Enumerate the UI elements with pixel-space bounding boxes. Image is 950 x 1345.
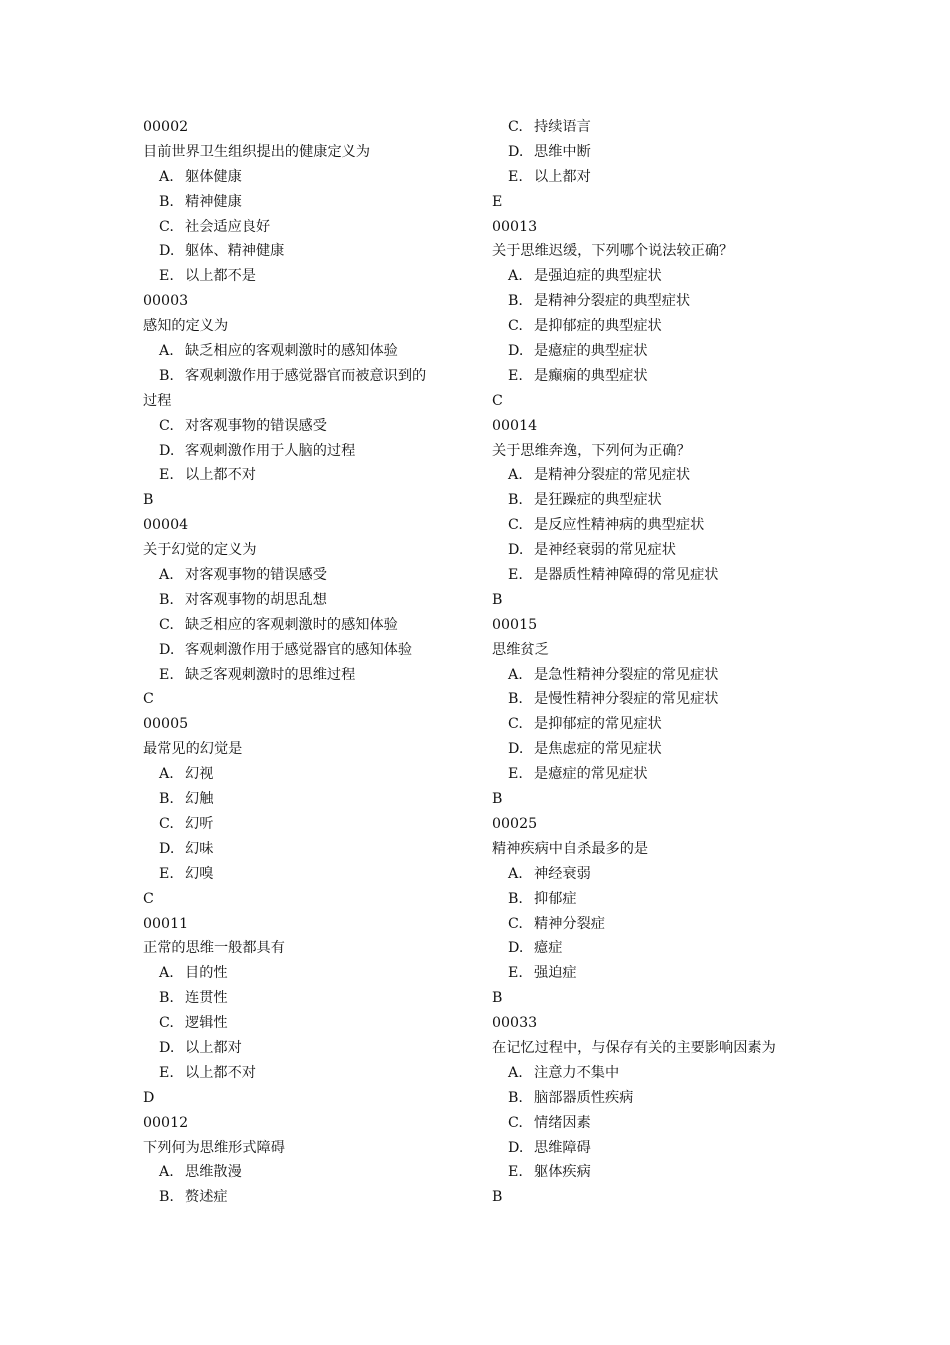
option-text: 连贯性 <box>185 990 228 1007</box>
option-letter: B. <box>159 367 174 384</box>
question-id: 00012 <box>143 1114 189 1131</box>
option-text: 是抑郁症的常见症状 <box>534 716 662 733</box>
option-line <box>143 215 473 240</box>
option-text: 赘述症 <box>185 1189 228 1206</box>
option-line <box>492 314 822 339</box>
option-letter: E. <box>508 567 523 584</box>
option-line <box>143 1011 473 1036</box>
question-stem: 目前世界卫生组织提出的健康定义为 <box>143 143 371 160</box>
answer-line: C <box>143 890 154 907</box>
option-letter: C. <box>508 915 523 932</box>
option-line <box>143 463 473 488</box>
option-letter: D. <box>159 1039 175 1056</box>
option-text: 是焦虑症的常见症状 <box>534 741 662 758</box>
option-letter: D. <box>508 940 524 957</box>
question-block <box>492 812 822 1011</box>
option-text: 精神健康 <box>185 193 242 210</box>
option-letter: E. <box>508 1164 523 1181</box>
option-letter: E. <box>159 1064 174 1081</box>
option-text: 强迫症 <box>534 965 577 982</box>
question-stem: 关于幻觉的定义为 <box>143 542 257 559</box>
option-text: 是器质性精神障碍的常见症状 <box>534 567 719 584</box>
option-letter: A. <box>159 168 174 185</box>
option-letter: D. <box>159 840 175 857</box>
question-id: 00011 <box>143 915 189 932</box>
option-line <box>143 364 473 389</box>
option-line <box>492 488 822 513</box>
option-text: 躯体健康 <box>185 168 242 185</box>
question-stem: 下列何为思维形式障碍 <box>143 1139 285 1156</box>
option-letter: B. <box>159 193 174 210</box>
option-letter: B. <box>159 591 174 608</box>
question-block <box>492 1011 822 1210</box>
option-text: 以上都不对 <box>185 1064 256 1081</box>
option-text: 思维中断 <box>534 143 591 160</box>
option-line <box>143 986 473 1011</box>
option-line <box>143 1185 473 1210</box>
option-line <box>143 563 473 588</box>
option-letter: A. <box>508 467 523 484</box>
option-line <box>143 787 473 812</box>
option-text: 躯体、精神健康 <box>185 243 285 260</box>
option-text: 思维障碍 <box>534 1139 591 1156</box>
option-text: 思维散漫 <box>185 1164 242 1181</box>
option-line <box>492 687 822 712</box>
option-letter: D. <box>508 343 524 360</box>
option-letter: D. <box>159 641 175 658</box>
option-text: 逻辑性 <box>185 1015 228 1032</box>
option-letter: D. <box>508 143 524 160</box>
option-text: 是癔症的常见症状 <box>534 766 648 783</box>
option-line <box>492 1086 822 1111</box>
option-line <box>492 364 822 389</box>
option-text: 客观刺激作用于感觉器官的感知体验 <box>185 641 413 658</box>
option-text: 癔症 <box>534 940 563 957</box>
option-letter: E. <box>508 168 523 185</box>
option-line <box>492 862 822 887</box>
question-id: 00033 <box>492 1015 538 1032</box>
option-letter: A. <box>508 1064 523 1081</box>
option-line <box>143 613 473 638</box>
option-text: 幻视 <box>185 766 214 783</box>
option-letter: D. <box>508 741 524 758</box>
option-letter: A. <box>159 343 174 360</box>
question-stem: 正常的思维一般都具有 <box>143 940 285 957</box>
option-letter: A. <box>508 666 523 683</box>
option-text: 幻听 <box>185 815 214 832</box>
option-letter: C. <box>159 218 174 235</box>
option-line <box>492 1160 822 1185</box>
question-id: 00005 <box>143 716 189 733</box>
option-text: 是癫痫的典型症状 <box>534 367 648 384</box>
option-text: 幻嗅 <box>185 865 214 882</box>
question-id: 00002 <box>143 119 189 135</box>
option-text: 脑部器质性疾病 <box>534 1089 634 1106</box>
option-letter: E. <box>159 666 174 683</box>
question-id: 00004 <box>143 517 189 534</box>
option-letter: B. <box>508 1089 523 1106</box>
option-line <box>143 264 473 289</box>
option-text: 缺乏相应的客观刺激时的感知体验 <box>185 616 398 633</box>
answer-line: B <box>492 591 503 608</box>
option-text: 以上都对 <box>534 168 591 185</box>
question-id: 00015 <box>492 616 538 633</box>
question-id: 00013 <box>492 218 538 235</box>
question-id: 00003 <box>143 293 189 310</box>
option-line <box>492 1111 822 1136</box>
option-letter: B. <box>159 1189 174 1206</box>
question-stem: 最常见的幻觉是 <box>143 741 243 758</box>
option-letter: D. <box>159 243 175 260</box>
option-letter: C. <box>508 1114 523 1131</box>
option-text: 客观刺激作用于感觉器官而被意识到的 <box>185 367 427 384</box>
option-text: 以上都对 <box>185 1039 242 1056</box>
option-line <box>492 289 822 314</box>
option-letter: E. <box>508 965 523 982</box>
option-line <box>143 812 473 837</box>
option-text: 目的性 <box>185 965 228 982</box>
option-line <box>143 588 473 613</box>
question-stem: 在记忆过程中，与保存有关的主要影响因素为 <box>492 1039 776 1056</box>
answer-line: B <box>492 1189 503 1206</box>
option-line <box>492 463 822 488</box>
option-letter: E. <box>159 268 174 285</box>
option-text-continued: 过程 <box>143 392 172 409</box>
option-text: 对客观事物的错误感受 <box>185 417 327 434</box>
option-line <box>492 1136 822 1161</box>
option-text: 情绪因素 <box>534 1114 591 1131</box>
option-text: 是神经衰弱的常见症状 <box>534 542 676 559</box>
option-text: 以上都不是 <box>185 268 256 285</box>
option-letter: E. <box>159 467 174 484</box>
option-line <box>143 837 473 862</box>
option-line <box>492 538 822 563</box>
option-letter: B. <box>508 691 523 708</box>
question-stem: 关于思维奔逸，下列何为正确？ <box>492 442 691 459</box>
option-text: 幻味 <box>185 840 214 857</box>
option-line <box>492 936 822 961</box>
answer-line: D <box>143 1089 155 1106</box>
question-stem: 思维贫乏 <box>492 641 549 658</box>
option-letter: A. <box>159 567 174 584</box>
option-text: 是抑郁症的典型症状 <box>534 318 662 335</box>
option-text: 精神分裂症 <box>534 915 605 932</box>
option-text: 是狂躁症的典型症状 <box>534 492 662 509</box>
question-stem: 感知的定义为 <box>143 318 229 335</box>
option-letter: D. <box>508 1139 524 1156</box>
option-line <box>143 663 473 688</box>
question-block <box>143 289 473 513</box>
option-line <box>492 264 822 289</box>
option-letter: C. <box>508 318 523 335</box>
option-letter: C. <box>159 616 174 633</box>
option-line <box>143 638 473 663</box>
question-stem: 关于思维迟缓，下列哪个说法较正确？ <box>492 243 734 260</box>
option-line <box>143 339 473 364</box>
option-text: 以上都不对 <box>185 467 256 484</box>
option-text: 缺乏客观刺激时的思维过程 <box>185 666 356 683</box>
option-line <box>143 414 473 439</box>
option-line <box>492 1061 822 1086</box>
option-letter: D. <box>508 542 524 559</box>
answer-line: B <box>143 492 154 509</box>
option-line <box>492 513 822 538</box>
option-letter: A. <box>508 865 523 882</box>
option-line <box>492 115 822 140</box>
option-letter: A. <box>159 1164 174 1181</box>
option-text: 神经衰弱 <box>534 865 591 882</box>
option-line <box>492 563 822 588</box>
option-text: 是精神分裂症的常见症状 <box>534 467 691 484</box>
option-text: 是反应性精神病的典型症状 <box>534 517 705 534</box>
answer-line: B <box>492 990 503 1007</box>
option-letter: A. <box>159 965 174 982</box>
option-letter: A. <box>508 268 523 285</box>
option-letter: E. <box>159 865 174 882</box>
option-text: 躯体疾病 <box>534 1164 591 1181</box>
question-block <box>143 1111 473 1211</box>
option-line <box>492 912 822 937</box>
option-text: 客观刺激作用于人脑的过程 <box>185 442 356 459</box>
option-text: 是急性精神分裂症的常见症状 <box>534 666 719 683</box>
option-text: 对客观事物的胡思乱想 <box>185 591 327 608</box>
option-letter: D. <box>159 442 175 459</box>
option-letter: A. <box>159 766 174 783</box>
question-block <box>492 414 822 613</box>
question-block <box>143 912 473 1111</box>
option-letter: B. <box>508 492 523 509</box>
option-line <box>492 712 822 737</box>
question-block <box>143 115 473 289</box>
question-block <box>492 613 822 812</box>
option-letter: C. <box>508 716 523 733</box>
option-letter: C. <box>159 417 174 434</box>
option-text: 是癔症的典型症状 <box>534 343 648 360</box>
option-line <box>143 1061 473 1086</box>
question-id: 00014 <box>492 417 538 434</box>
option-line <box>143 239 473 264</box>
answer-line: C <box>492 392 503 409</box>
option-text: 缺乏相应的客观刺激时的感知体验 <box>185 343 398 360</box>
answer-line: B <box>492 791 503 808</box>
option-line <box>143 1160 473 1185</box>
option-letter: C. <box>159 1015 174 1032</box>
option-line <box>492 339 822 364</box>
question-block <box>143 513 473 712</box>
option-line <box>143 190 473 215</box>
option-line <box>492 165 822 190</box>
option-line <box>143 439 473 464</box>
option-line <box>492 737 822 762</box>
question-block <box>143 712 473 911</box>
option-text: 幻触 <box>185 791 214 808</box>
option-text: 是慢性精神分裂症的常见症状 <box>534 691 719 708</box>
option-text: 社会适应良好 <box>185 218 271 235</box>
option-letter: E. <box>508 367 523 384</box>
option-line <box>143 961 473 986</box>
right-column <box>492 115 822 1210</box>
question-id: 00025 <box>492 815 538 832</box>
option-text: 抑郁症 <box>534 890 577 907</box>
option-text: 是强迫症的典型症状 <box>534 268 662 285</box>
option-line <box>492 762 822 787</box>
option-text: 是精神分裂症的典型症状 <box>534 293 691 310</box>
option-text: 对客观事物的错误感受 <box>185 567 327 584</box>
option-line <box>143 165 473 190</box>
option-line <box>492 140 822 165</box>
option-letter: B. <box>159 791 174 808</box>
option-letter: B. <box>159 990 174 1007</box>
option-letter: B. <box>508 890 523 907</box>
question-block <box>492 215 822 414</box>
option-letter: C. <box>508 119 523 135</box>
option-line <box>492 663 822 688</box>
option-letter: C. <box>508 517 523 534</box>
option-line <box>492 887 822 912</box>
option-letter: B. <box>508 293 523 310</box>
left-column <box>143 115 473 1210</box>
option-letter: C. <box>159 815 174 832</box>
option-text: 注意力不集中 <box>534 1064 620 1081</box>
option-line <box>143 1036 473 1061</box>
option-line <box>143 762 473 787</box>
answer-line: E <box>492 193 503 210</box>
option-text: 持续语言 <box>534 119 591 135</box>
option-letter: E. <box>508 766 523 783</box>
answer-line: C <box>143 691 154 708</box>
option-line <box>143 862 473 887</box>
option-line <box>492 961 822 986</box>
question-stem: 精神疾病中自杀最多的是 <box>492 840 649 857</box>
